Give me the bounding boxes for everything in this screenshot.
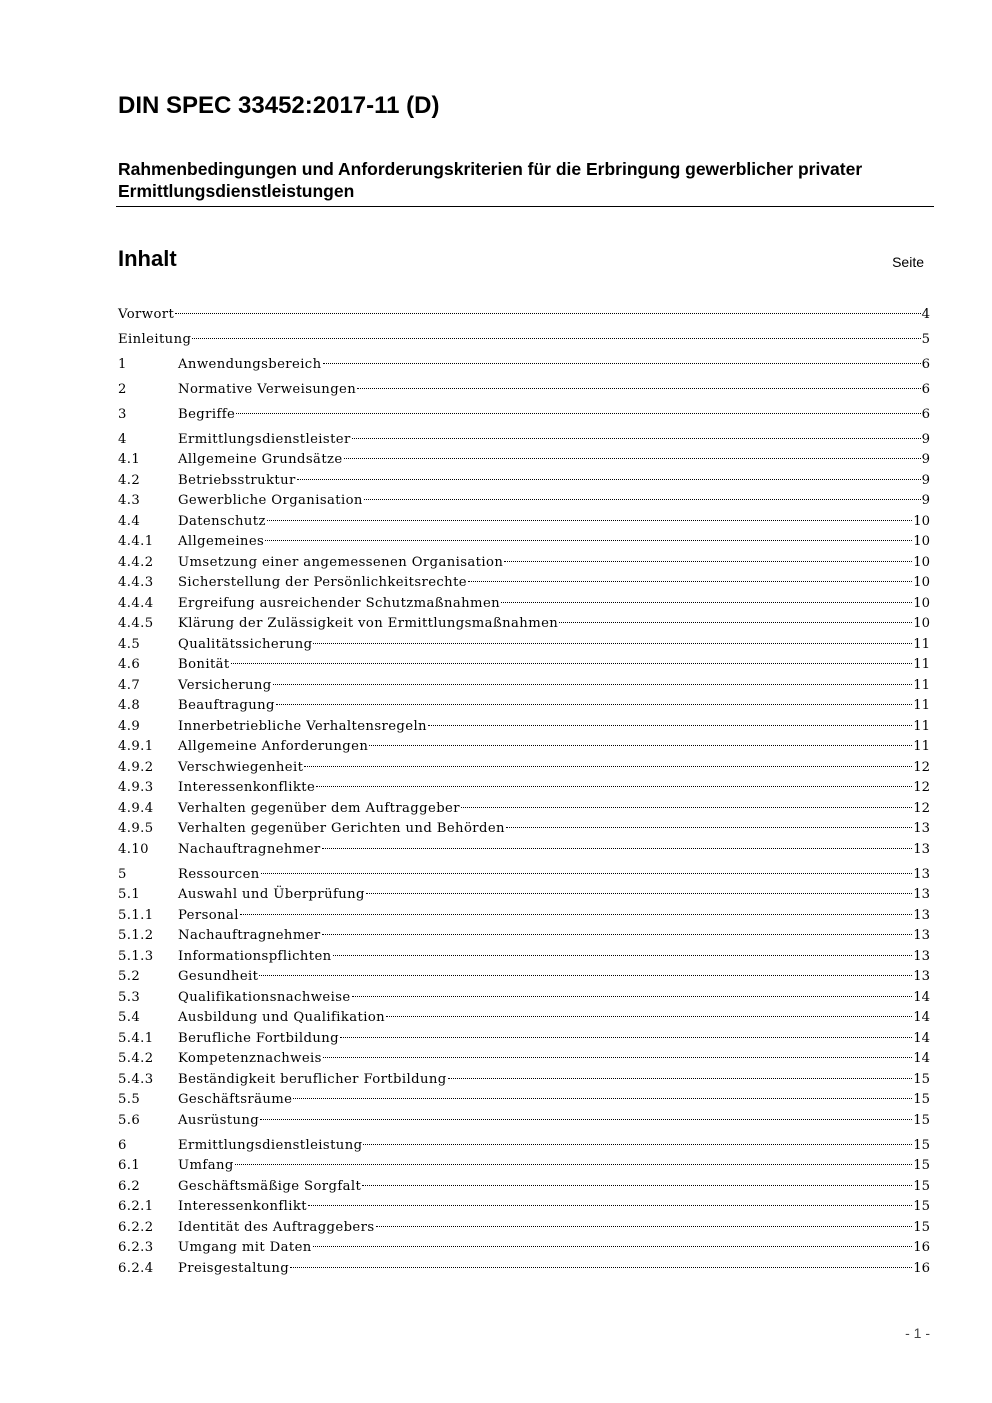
toc-leader-dots (448, 1062, 913, 1083)
toc-entry-page: 11 (913, 698, 930, 713)
toc-entry-page: 6 (921, 406, 930, 422)
toc-entry-number: 4.4 (118, 513, 141, 529)
toc-entry-title: Beständigkeit beruflicher Fortbildung (178, 1071, 447, 1087)
toc-entry-title: Identität des Auftraggebers (178, 1219, 375, 1235)
toc-entry-number: 4.8 (118, 698, 141, 713)
toc-entry-title: Informationspflichten (178, 948, 332, 964)
toc-entry-number: 4.4.4 (118, 595, 154, 611)
toc-entry-number: 1 (118, 356, 127, 372)
toc-entry[interactable] (118, 1128, 930, 1153)
toc-entry-number: 4.3 (118, 493, 141, 508)
toc-entry[interactable] (118, 372, 930, 397)
toc-entry-title: Ausbildung und Qualifikation (178, 1010, 386, 1025)
toc-entry-page: 13 (913, 948, 930, 964)
toc-entry-title: Berufliche Fortbildung (178, 1030, 340, 1046)
toc-entry-number: 5 (118, 866, 127, 882)
toc-leader-dots (559, 607, 912, 628)
toc-entry-number: 4.9 (118, 718, 141, 734)
toc-leader-dots (352, 980, 913, 1001)
toc-entry-number: 4.10 (118, 841, 149, 857)
toc-entry-page: 9 (921, 452, 930, 467)
toc-leader-dots (276, 689, 912, 710)
toc-page-column-label: Seite (892, 254, 924, 270)
toc-entry-title: Ermittlungsdienstleister (178, 431, 351, 447)
toc-entry[interactable] (118, 322, 930, 347)
toc-leader-dots (376, 1210, 913, 1231)
toc-entry-title: Beauftragung (178, 698, 275, 713)
toc-entry[interactable] (118, 919, 930, 943)
toc-entry-title: Ermittlungsdienstleistung (178, 1137, 363, 1153)
toc-entry-page: 9 (921, 431, 930, 447)
toc-entry-title: Versicherung (178, 677, 272, 693)
toc-entry-number: 4.7 (118, 677, 141, 693)
toc-entry-page: 15 (913, 1219, 930, 1235)
toc-entry-page: 15 (913, 1178, 930, 1194)
toc-entry[interactable] (118, 648, 930, 672)
toc-leader-dots (273, 668, 913, 689)
toc-entry-title: Preisgestaltung (178, 1260, 290, 1276)
toc-entry-title: Ausrüstung (178, 1112, 260, 1128)
toc-entry-title: Begriffe (178, 406, 236, 422)
toc-entry-number: 5.2 (118, 969, 141, 984)
toc-entry-title: Normative Verweisungen (178, 381, 357, 397)
toc-entry-number: 4 (118, 431, 127, 447)
toc-entry-page: 14 (913, 1010, 930, 1025)
toc-entry-page: 13 (913, 907, 930, 923)
toc-entry-page: 5 (921, 331, 930, 347)
toc-entry-number: 5.6 (118, 1112, 141, 1128)
toc-entry-page: 13 (913, 969, 930, 984)
toc-entry-title: Innerbetriebliche Verhaltensregeln (178, 718, 427, 734)
toc-entry-page: 10 (913, 595, 930, 611)
toc-entry-title: Ergreifung ausreichender Schutzmaßnahmen (178, 595, 501, 611)
toc-entry-title: Anwendungsbereich (178, 356, 322, 372)
toc-entry-title: Allgemeine Grundsätze (178, 452, 343, 467)
toc-leader-dots (297, 463, 921, 484)
toc-leader-dots (323, 347, 921, 368)
toc-entry-number: 4.9.3 (118, 780, 154, 795)
toc-entry-number: 5.4 (118, 1010, 141, 1025)
toc-entry-number: 6.2.3 (118, 1240, 154, 1255)
toc-entry-page: 12 (913, 800, 930, 816)
toc-leader-dots (461, 791, 912, 812)
toc-entry-number: 4.9.1 (118, 739, 154, 754)
toc-entry-number: 4.6 (118, 657, 141, 672)
toc-leader-dots (260, 1103, 912, 1124)
toc-entry-page: 9 (921, 472, 930, 488)
toc-entry[interactable] (118, 857, 930, 882)
toc-entry[interactable] (118, 1169, 930, 1194)
toc-leader-dots (428, 709, 912, 730)
toc-entry-title: Umfang (178, 1158, 234, 1173)
toc-leader-dots (506, 812, 912, 833)
toc-leader-dots (366, 878, 912, 899)
toc-leader-dots (313, 1231, 913, 1252)
toc-entry-number: 6.1 (118, 1158, 141, 1173)
toc-entry-page: 15 (913, 1112, 930, 1128)
toc-entry-page: 10 (913, 513, 930, 529)
toc-entry-title: Sicherstellung der Persönlichkeitsrechte (178, 575, 467, 590)
toc-leader-dots (290, 1251, 912, 1272)
toc-entry-page: 15 (913, 1158, 930, 1173)
toc-entry-number: 4.9.4 (118, 800, 154, 816)
toc-entry-number: 5.5 (118, 1092, 141, 1107)
toc-entry-page: 13 (913, 821, 930, 836)
toc-entry[interactable] (118, 297, 930, 322)
title-divider (116, 206, 934, 207)
toc-entry[interactable] (118, 397, 930, 422)
toc-leader-dots (308, 1190, 912, 1211)
toc-leader-dots (323, 1042, 912, 1063)
toc-entry-page: 16 (913, 1240, 930, 1255)
toc-entry-page: 15 (913, 1071, 930, 1087)
toc-entry-number: 5.1.3 (118, 948, 154, 964)
toc-entry-page: 10 (913, 616, 930, 631)
toc-entry-page: 10 (913, 575, 930, 590)
toc-leader-dots (316, 771, 912, 792)
toc-entry-number: 5.1.1 (118, 907, 154, 923)
toc-entry-number: 6 (118, 1137, 127, 1153)
toc-entry-page: 6 (921, 356, 930, 372)
toc-entry[interactable] (118, 347, 930, 372)
toc-entry-page: 13 (913, 928, 930, 943)
toc-entry[interactable] (118, 422, 930, 447)
toc-leader-dots (362, 1169, 912, 1190)
toc-entry-number: 4.2 (118, 472, 141, 488)
toc-leader-dots (501, 586, 912, 607)
toc-entry-page: 6 (921, 381, 930, 397)
toc-leader-dots (293, 1083, 912, 1104)
toc-entry-number: 6.2.2 (118, 1219, 154, 1235)
toc-leader-dots (386, 1001, 912, 1022)
toc-entry-title: Gewerbliche Organisation (178, 493, 363, 508)
toc-entry-title: Auswahl und Überprüfung (178, 887, 365, 902)
toc-entry-page: 9 (921, 493, 930, 508)
toc-entry-number: 4.9.2 (118, 759, 154, 775)
toc-entry-title: Verhalten gegenüber Gerichten und Behörden (178, 821, 505, 836)
toc-leader-dots (240, 898, 912, 919)
toc-entry[interactable] (118, 668, 930, 693)
document-title: Rahmenbedingungen und Anforderungskriterien für die Erbringung gewerblicher privater Ermittlungsdienstleistungen (118, 159, 863, 201)
toc-entry-title: Umsetzung einer angemessenen Organisation (178, 554, 504, 570)
toc-entry-page: 10 (913, 554, 930, 570)
toc-entry-title: Gesundheit (178, 969, 259, 984)
toc-entry-page: 15 (913, 1137, 930, 1153)
toc-entry-number: 2 (118, 381, 127, 397)
toc-entry-title: Allgemeine Anforderungen (178, 739, 369, 754)
toc-entry[interactable] (118, 1149, 930, 1173)
toc-entry-title: Einleitung (118, 331, 192, 347)
toc-entry-number: 5.4.2 (118, 1051, 154, 1066)
toc-leader-dots (352, 422, 921, 443)
toc-entry-page: 4 (921, 306, 930, 322)
toc-entry-title: Vorwort (118, 306, 175, 322)
toc-entry-number: 4.4.5 (118, 616, 154, 631)
toc-leader-dots (340, 1021, 912, 1042)
toc-leader-dots (259, 960, 912, 981)
toc-entry-title: Allgemeines (178, 534, 265, 549)
toc-leader-dots (265, 525, 912, 546)
toc-entry-title: Geschäftsmäßige Sorgfalt (178, 1178, 362, 1194)
toc-entry-page: 15 (913, 1199, 930, 1214)
toc-entry-page: 16 (913, 1260, 930, 1276)
toc-entry-title: Betriebsstruktur (178, 472, 296, 488)
toc-heading: Inhalt (118, 246, 177, 271)
toc-entry-title: Interessenkonflikte (178, 780, 316, 795)
toc-entry-title: Qualifikationsnachweise (178, 989, 351, 1005)
toc-entry-title: Umgang mit Daten (178, 1240, 312, 1255)
toc-entry-number: 6.2.4 (118, 1260, 154, 1276)
toc-leader-dots (322, 919, 913, 940)
toc-entry-title: Qualitätssicherung (178, 636, 313, 652)
toc-leader-dots (304, 750, 912, 771)
toc-leader-dots (322, 832, 913, 853)
toc-entry-title: Verhalten gegenüber dem Auftraggeber (178, 800, 460, 816)
toc-entry-page: 13 (913, 887, 930, 902)
toc-entry-title: Nachauftragnehmer (178, 841, 321, 857)
toc-leader-dots (192, 322, 920, 343)
toc-leader-dots (175, 297, 920, 318)
toc-entry-page: 13 (913, 841, 930, 857)
toc-entry-page: 10 (913, 534, 930, 549)
toc-entry-page: 14 (913, 989, 930, 1005)
toc-entry-number: 4.9.5 (118, 821, 154, 836)
toc-entry-page: 14 (913, 1051, 930, 1066)
toc-entry-title: Nachauftragnehmer (178, 928, 321, 943)
toc-entry-number: 4.5 (118, 636, 141, 652)
toc-leader-dots (267, 504, 912, 525)
toc-entry-page: 13 (913, 866, 930, 882)
page-number: - 1 - (905, 1325, 930, 1341)
toc-entry-page: 14 (913, 1030, 930, 1046)
toc-entry-page: 11 (913, 677, 930, 693)
toc-leader-dots (468, 566, 912, 587)
toc-leader-dots (313, 627, 912, 648)
toc-entry-number: 5.1 (118, 887, 141, 902)
toc-entry-title: Datenschutz (178, 513, 266, 529)
toc-entry-title: Personal (178, 907, 239, 923)
toc-leader-dots (235, 1149, 913, 1170)
toc-leader-dots (363, 1128, 912, 1149)
toc-leader-dots (369, 730, 912, 751)
toc-leader-dots (333, 939, 913, 960)
toc-leader-dots (357, 372, 920, 393)
toc-entry-number: 4.1 (118, 452, 141, 467)
toc-entry-title: Klärung der Zulässigkeit von Ermittlungsmaßnahmen (178, 616, 559, 631)
document-id: DIN SPEC 33452:2017-11 (D) (118, 92, 440, 119)
toc-entry-page: 11 (913, 718, 930, 734)
toc-leader-dots (236, 397, 920, 418)
toc-entry-number: 6.2.1 (118, 1199, 154, 1214)
toc-entry-page: 15 (913, 1092, 930, 1107)
toc-entry-page: 11 (913, 657, 930, 672)
toc-entry-number: 4.4.3 (118, 575, 154, 590)
toc-entry-number: 5.3 (118, 989, 141, 1005)
toc-leader-dots (504, 545, 912, 566)
toc-entry-page: 12 (913, 780, 930, 795)
toc-leader-dots (344, 443, 921, 464)
toc-entry-number: 4.4.1 (118, 534, 154, 549)
toc-entry[interactable] (118, 898, 930, 923)
toc-entry-title: Kompetenznachweis (178, 1051, 322, 1066)
toc-entry-number: 3 (118, 406, 127, 422)
toc-leader-dots (261, 857, 913, 878)
toc-entry-title: Geschäftsräume (178, 1092, 293, 1107)
table-of-contents (118, 297, 930, 1276)
toc-entry-title: Interessenkonflikt (178, 1199, 307, 1214)
toc-entry-page: 12 (913, 759, 930, 775)
toc-entry-title: Verschwiegenheit (178, 759, 304, 775)
toc-entry-title: Ressourcen (178, 866, 260, 882)
toc-entry-number: 5.1.2 (118, 928, 154, 943)
toc-entry-number: 4.4.2 (118, 554, 154, 570)
toc-entry-number: 5.4.1 (118, 1030, 154, 1046)
toc-entry-page: 11 (913, 636, 930, 652)
toc-entry-page: 11 (913, 739, 930, 754)
toc-entry-title: Bonität (178, 657, 230, 672)
toc-entry-number: 5.4.3 (118, 1071, 154, 1087)
toc-leader-dots (231, 648, 913, 669)
toc-leader-dots (364, 484, 921, 505)
toc-entry-number: 6.2 (118, 1178, 141, 1194)
